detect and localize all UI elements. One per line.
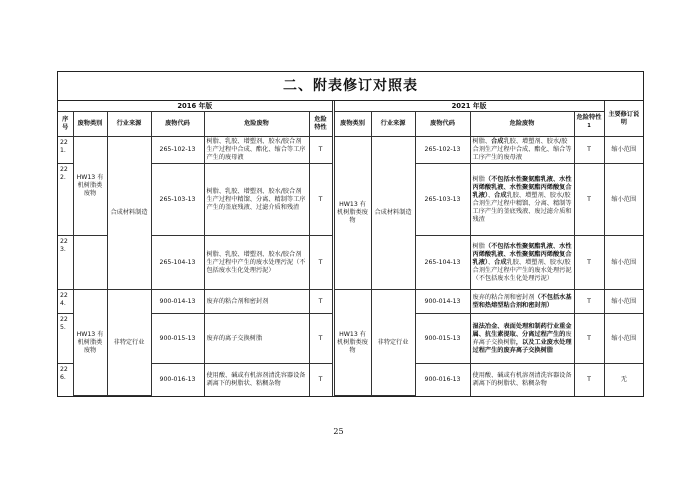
new-waste xyxy=(470,236,574,290)
table-row xyxy=(58,137,643,164)
header-waste-2021: 危险废物 xyxy=(470,112,574,137)
group-header-2021: 2021 年版 xyxy=(333,101,604,112)
revised-text: （不包括水性聚氨酯乳液、水性丙烯酸乳液、水性聚氨酯丙烯酸复合乳液） xyxy=(472,175,572,199)
old-code: 900-016-13 xyxy=(151,364,204,396)
old-code: 900-015-13 xyxy=(151,314,204,364)
revised-text: 湿法冶金、表面处理和制药行业重金属、抗生素提取、分离过程产生的 xyxy=(472,322,572,338)
waste-text: 树脂、 xyxy=(472,138,492,145)
header-revision: 主要修订说明 xyxy=(604,101,643,137)
industry-cell-nonspecific: 非特定行业 xyxy=(107,290,151,396)
waste-text: 、 xyxy=(487,258,495,266)
new-code: 265-104-13 xyxy=(415,236,470,290)
old-hazard: T xyxy=(309,236,333,290)
waste-text: 废弃的粘合剂和密封剂 xyxy=(472,293,535,301)
revised-text: 合成 xyxy=(494,191,507,199)
header-industry: 行业来源 xyxy=(107,112,151,137)
revised-text: （不包括水基型和热熔型粘合剂和密封剂） xyxy=(472,293,572,309)
old-waste: 废弃的粘合剂和密封剂 xyxy=(204,290,309,314)
industry-cell-2021-nonspecific: 非特定行业 xyxy=(371,290,415,396)
industry-cell-2021-synthetic: 合成材料制造 xyxy=(371,137,415,290)
header-category: 废物类别 xyxy=(73,112,107,137)
new-waste xyxy=(470,290,574,314)
new-waste xyxy=(470,314,574,364)
old-hazard: T xyxy=(309,137,333,164)
revised-text: （不包括水性聚氨酯乳液、水性丙烯酸乳液、水性聚氨酯丙烯酸复合乳液） xyxy=(472,242,572,266)
waste-text: 树脂 xyxy=(472,242,485,250)
header-category-2021: 废物类别 xyxy=(333,112,371,137)
revision-note: 缩小范围 xyxy=(604,290,643,314)
old-hazard: T xyxy=(309,314,333,364)
new-code: 265-102-13 xyxy=(415,137,470,164)
old-code: 265-104-13 xyxy=(151,236,204,290)
revision-note: 无 xyxy=(604,364,643,396)
new-code: 900-016-13 xyxy=(415,364,470,396)
category-cell-blank xyxy=(73,236,107,290)
group-header-2016: 2016 年版 xyxy=(58,101,333,112)
old-hazard: T xyxy=(309,164,333,236)
old-code: 265-102-13 xyxy=(151,137,204,164)
new-waste xyxy=(470,164,574,236)
old-code: 265-103-13 xyxy=(151,164,204,236)
row-seq: 222. xyxy=(58,164,73,236)
category-cell-2021-bottom: HW13 有机树脂类废物 xyxy=(333,290,371,396)
header-seq: 序号 xyxy=(58,112,73,137)
old-waste: 废弃的离子交换树脂 xyxy=(204,314,309,364)
new-hazard: T xyxy=(574,290,604,314)
waste-text: 乳胶、增塑剂、胶水/胶合剂生产过程中产生的废水处理污泥（不包括废水生化处理污泥） xyxy=(472,258,572,282)
revision-comparison-sheet xyxy=(57,71,644,397)
revised-text: ，以及工业废水处理过程产生的废弃离子交换树脂 xyxy=(472,338,572,354)
old-waste: 树脂、乳胶、增塑剂、胶水/胶合剂生产过程中合成、酯化、缩合等工序产生的废母液 xyxy=(204,137,309,164)
new-waste xyxy=(470,364,574,396)
revised-text: 合成 xyxy=(494,258,507,266)
waste-text: 使用酸、碱或有机溶剂清洗容器设备剥离下的树脂状、粘稠杂物 xyxy=(472,371,572,387)
row-seq: 224. xyxy=(58,290,73,314)
header-waste: 危险废物 xyxy=(204,112,309,137)
revision-note: 缩小范围 xyxy=(604,236,643,290)
table-row xyxy=(58,290,643,314)
footnote-mark: 1 xyxy=(587,123,591,130)
row-seq: 226. xyxy=(58,364,73,396)
new-code: 900-015-13 xyxy=(415,314,470,364)
industry-cell-synthetic: 合成材料制造 xyxy=(107,137,151,290)
header-hazard-2021-label: 危险特性 xyxy=(576,114,602,122)
header-hazard-2021 xyxy=(574,112,604,137)
category-cell-bottom: HW13 有机树脂类废物 xyxy=(73,290,107,396)
row-seq: 221. xyxy=(58,137,73,164)
new-hazard: T xyxy=(574,236,604,290)
category-cell-top: HW13 有机树脂类废物 xyxy=(73,137,107,236)
row-seq: 225. xyxy=(58,314,73,364)
waste-text: 树脂 xyxy=(472,175,485,183)
row-seq: 223. xyxy=(58,236,73,290)
new-hazard: T xyxy=(574,137,604,164)
new-code: 900-014-13 xyxy=(415,290,470,314)
old-waste: 树脂、乳胶、增塑剂、胶水/胶合剂生产过程中精馏、分离、精制等工序产生的釜底残液、过滤介质和残渣 xyxy=(204,164,309,236)
page-title: 二、附表修订对照表 xyxy=(58,72,643,101)
old-code: 900-014-13 xyxy=(151,290,204,314)
page-number: 25 xyxy=(333,427,344,436)
waste-text: 废弃离子交换树脂 xyxy=(472,330,572,346)
header-code-2021: 废物代码 xyxy=(415,112,470,137)
new-waste xyxy=(470,137,574,164)
waste-text: 、 xyxy=(487,191,495,199)
waste-text: 乳胶、增塑剂、胶水/胶合剂生产过程中精馏、分离、精制等工序产生的釜底残液、废过滤介质和残渣 xyxy=(472,191,572,223)
header-code: 废物代码 xyxy=(151,112,204,137)
revised-text: 合成 xyxy=(491,138,504,145)
new-hazard: T xyxy=(574,164,604,236)
old-waste: 使用酸、碱或有机溶剂清洗容器设备剥离下的树脂状、粘稠杂物 xyxy=(204,364,309,396)
old-waste: 树脂、乳胶、增塑剂、胶水/胶合剂生产过程中产生的废水处理污泥（不包括废水生化处理污泥） xyxy=(204,236,309,290)
new-hazard: T xyxy=(574,314,604,364)
revision-table xyxy=(58,101,643,396)
revision-note: 缩小范围 xyxy=(604,164,643,236)
revision-note: 缩小范围 xyxy=(604,137,643,164)
header-hazard: 危险特性 xyxy=(309,112,333,137)
waste-text: 乳胶、增塑剂、胶水/胶合剂生产过程中合成、酯化、缩合等工序产生的废母液 xyxy=(472,138,572,161)
new-code: 265-103-13 xyxy=(415,164,470,236)
revision-note: 缩小范围 xyxy=(604,314,643,364)
new-hazard: T xyxy=(574,364,604,396)
category-cell-2021-top: HW13 有机树脂类废物 xyxy=(333,137,371,290)
old-hazard: T xyxy=(309,364,333,396)
header-industry-2021: 行业来源 xyxy=(371,112,415,137)
old-hazard: T xyxy=(309,290,333,314)
